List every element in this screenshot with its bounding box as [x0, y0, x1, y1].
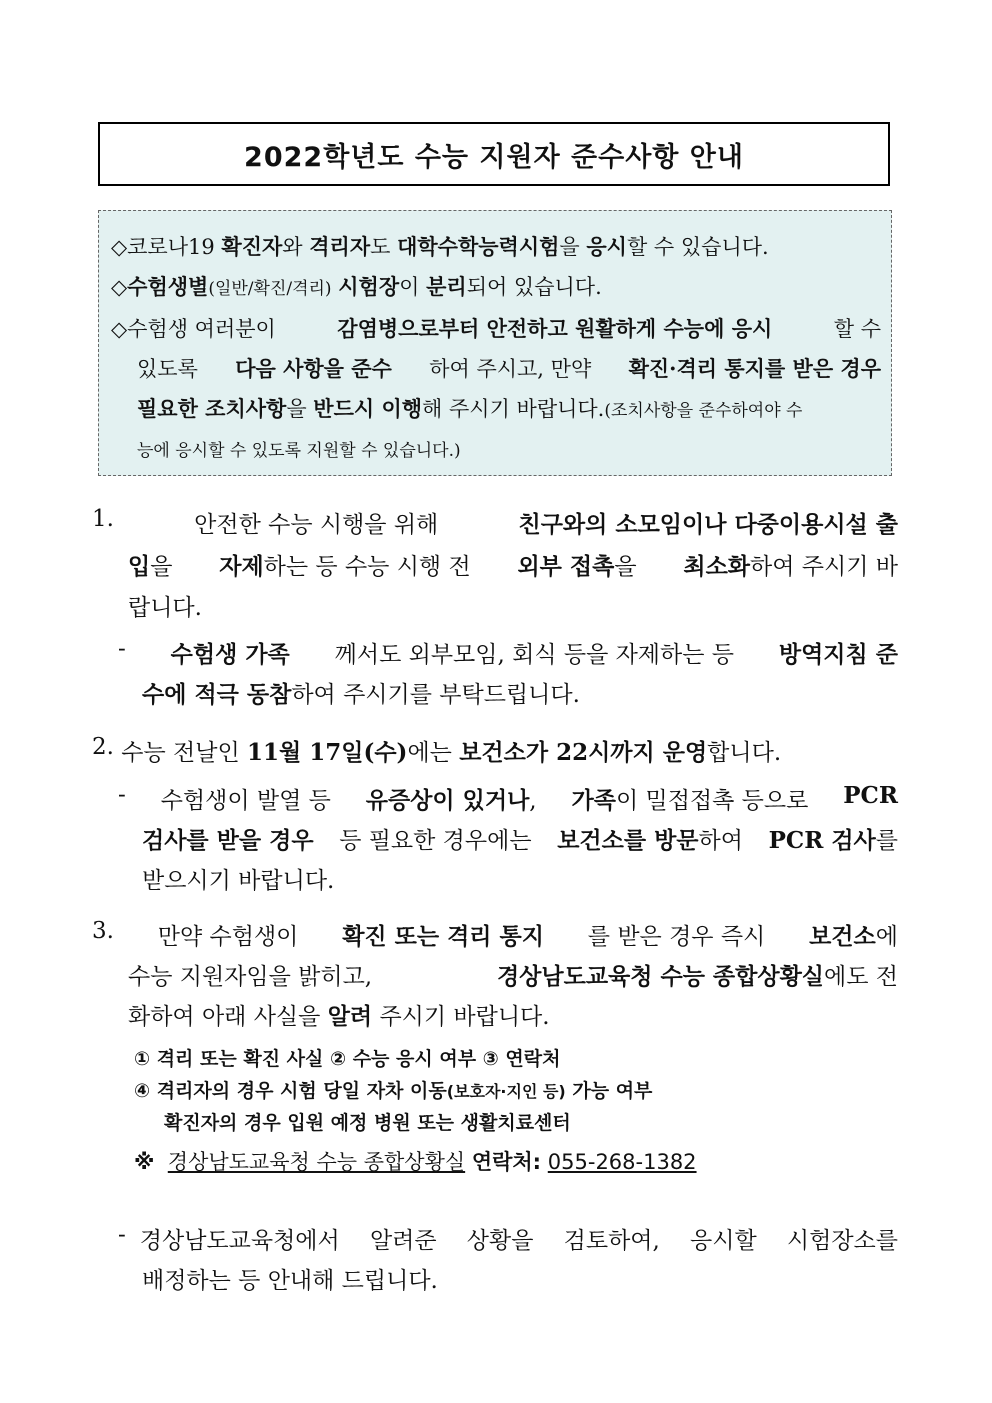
sub-item-1 — [134, 1044, 560, 1071]
text: 수능 전날인 — [121, 740, 240, 766]
sub-item-2 — [134, 1076, 652, 1103]
text: 11월 17일(수) — [246, 739, 408, 766]
text: ① 격리 또는 확진 사실 ② 수능 응시 여부 ③ 연락처 — [134, 1048, 561, 1070]
item-number: 1. — [92, 506, 114, 532]
office-name: 경상남도교육청 수능 종합상황실 — [167, 1150, 466, 1174]
text: 배정하는 등 안내해 드립니다. — [142, 1268, 438, 1294]
text: 받으시기 바랍니다. — [142, 868, 335, 894]
text: 할 수 있습니다. — [626, 235, 769, 259]
text: 격리자 — [309, 234, 371, 259]
text: 화하여 아래 사실을 — [128, 1004, 321, 1030]
text: 확진 또는 격리 통지 — [342, 923, 544, 950]
notice-line-6 — [111, 431, 881, 471]
dash-bullet: - — [118, 1222, 126, 1248]
text: 반드시 이행 — [313, 396, 423, 421]
text: 보건소를 방문 — [557, 827, 699, 854]
item-3-dash-line-1 — [118, 1222, 898, 1255]
text: 경상남도교육청에서 알려준 상황을 검토하여, 응시할 시험장소를 — [139, 1228, 898, 1254]
text: 주시기 바랍니다. — [379, 1004, 550, 1030]
text: 경상남도교육청 수능 종합상황실 — [496, 963, 825, 990]
text: 방역지침 준 — [778, 641, 898, 668]
item-1-line-3 — [128, 589, 898, 622]
text: 을 — [286, 397, 307, 421]
notice-line-3 — [111, 309, 881, 349]
item-1-dash-line-1 — [118, 636, 898, 669]
text: 능에 응시할 수 있도록 지원할 수 있습니다.) — [137, 441, 461, 461]
dash-bullet: - — [118, 782, 126, 808]
sub-item-3 — [164, 1108, 571, 1135]
text: 확진자 — [221, 234, 283, 259]
notice-line-5 — [111, 389, 881, 431]
text: (일반/확진/격리) — [208, 279, 332, 299]
item-2-line-1 — [92, 734, 898, 767]
text: 안전한 수능 시행을 위해 — [194, 512, 439, 538]
text: 가족 — [571, 787, 616, 814]
notice-line-1 — [111, 227, 881, 267]
item-2-dash-line-1 — [118, 782, 898, 815]
text: , — [529, 788, 537, 814]
note-mark: ※ — [134, 1150, 155, 1174]
notice-box — [98, 210, 892, 476]
text: 시험장 — [338, 274, 400, 299]
text: 를 받은 경우 즉시 — [587, 924, 766, 950]
text: 자제 — [219, 553, 264, 580]
text: 에는 — [407, 740, 452, 766]
text: 와 — [282, 235, 303, 259]
item-3-line-1 — [92, 918, 898, 951]
text: 하는 등 수능 시행 전 — [263, 554, 471, 580]
text: 하여 — [698, 828, 743, 854]
notice-line-2 — [111, 267, 881, 309]
text: ◇코로나19 — [111, 235, 215, 259]
text: 응시 — [586, 234, 627, 259]
text: 유증상이 있거나 — [365, 787, 530, 814]
text: 입 — [128, 553, 151, 580]
item-2-dash-line-2 — [142, 822, 898, 855]
item-number: 3. — [92, 918, 114, 944]
text: 하여 주시기 바 — [750, 554, 898, 580]
text: 이 — [399, 275, 420, 299]
text: 을 — [150, 554, 173, 580]
item-3-dash-line-2 — [142, 1262, 898, 1295]
text: 알려 — [327, 1003, 373, 1030]
text: 최소화 — [683, 553, 751, 580]
text: 을 — [614, 554, 637, 580]
item-1-line-1 — [92, 506, 898, 539]
text: 되어 있습니다. — [466, 275, 602, 299]
text: 있도록 — [137, 357, 198, 381]
item-2-dash-line-3 — [142, 862, 898, 895]
text: ◇수험생 여러분이 — [111, 317, 276, 341]
text: ④ 격리자의 경우 시험 당일 자차 이동 — [134, 1080, 447, 1102]
text: 할 수 — [833, 317, 881, 341]
text: 하여 주시고, 만약 — [429, 357, 592, 381]
text: (보호자·지인 등) — [446, 1082, 566, 1101]
text: 검사를 받을 경우 — [142, 827, 314, 854]
text: 대학수학능력시험 — [397, 234, 560, 259]
text: 감염병으로부터 안전하고 원활하게 수능에 응시 — [337, 316, 773, 341]
text: 합니다. — [707, 740, 782, 766]
text: 랍니다. — [128, 595, 202, 621]
text: 외부 접촉 — [517, 553, 615, 580]
text: 보건소가 22시까지 운영 — [459, 739, 708, 766]
dash-bullet: - — [118, 636, 126, 662]
text: 수험생 가족 — [170, 641, 290, 668]
item-3-line-3 — [128, 998, 898, 1031]
phone-number[interactable]: 055-268-1382 — [547, 1150, 697, 1174]
text: 도 — [370, 235, 391, 259]
page-title: 2022학년도 수능 지원자 준수사항 안내 — [98, 122, 890, 186]
text: 필요한 조치사항 — [137, 396, 287, 421]
text: 에 — [875, 924, 898, 950]
text: 수험생별 — [127, 274, 209, 299]
text: PCR 검사 — [768, 827, 876, 854]
notice-line-4 — [111, 349, 881, 389]
text: 만약 수험생이 — [157, 924, 299, 950]
text: 다음 사항을 준수 — [235, 356, 392, 381]
text: 이 밀접접촉 등으로 — [615, 788, 809, 814]
text: 가능 여부 — [572, 1080, 653, 1102]
text: PCR — [843, 782, 898, 809]
text: 등 필요한 경우에는 — [339, 828, 532, 854]
contact-line — [134, 1146, 697, 1176]
text: 확진·격리 통지를 받은 경우 — [628, 356, 881, 381]
text: 하여 주시기를 부탁드립니다. — [291, 682, 580, 708]
text: (조치사항을 준수하여야 수 — [604, 401, 803, 421]
text: 를 — [875, 828, 898, 854]
text: 친구와의 소모임이나 다중이용시설 출 — [518, 511, 898, 538]
text: 수에 적극 동참 — [142, 681, 292, 708]
text: 수능 지원자임을 밝히고, — [128, 964, 373, 990]
item-1-line-2 — [128, 548, 898, 581]
text: 해 주시기 바랍니다. — [422, 397, 605, 421]
item-3-line-2 — [128, 958, 898, 991]
text: 에도 전 — [824, 964, 898, 990]
text: 확진자의 경우 입원 예정 병원 또는 생활치료센터 — [164, 1112, 571, 1134]
item-1-dash-line-2 — [142, 676, 898, 709]
text: 을 — [559, 235, 580, 259]
item-number: 2. — [92, 734, 114, 760]
text: 수험생이 발열 등 — [160, 788, 331, 814]
text: 께서도 외부모임, 회식 등을 자제하는 등 — [334, 642, 734, 668]
text: 분리 — [426, 274, 467, 299]
contact-label: 연락처: — [471, 1150, 542, 1174]
text: 보건소 — [809, 923, 876, 950]
text: ◇ — [111, 275, 128, 299]
